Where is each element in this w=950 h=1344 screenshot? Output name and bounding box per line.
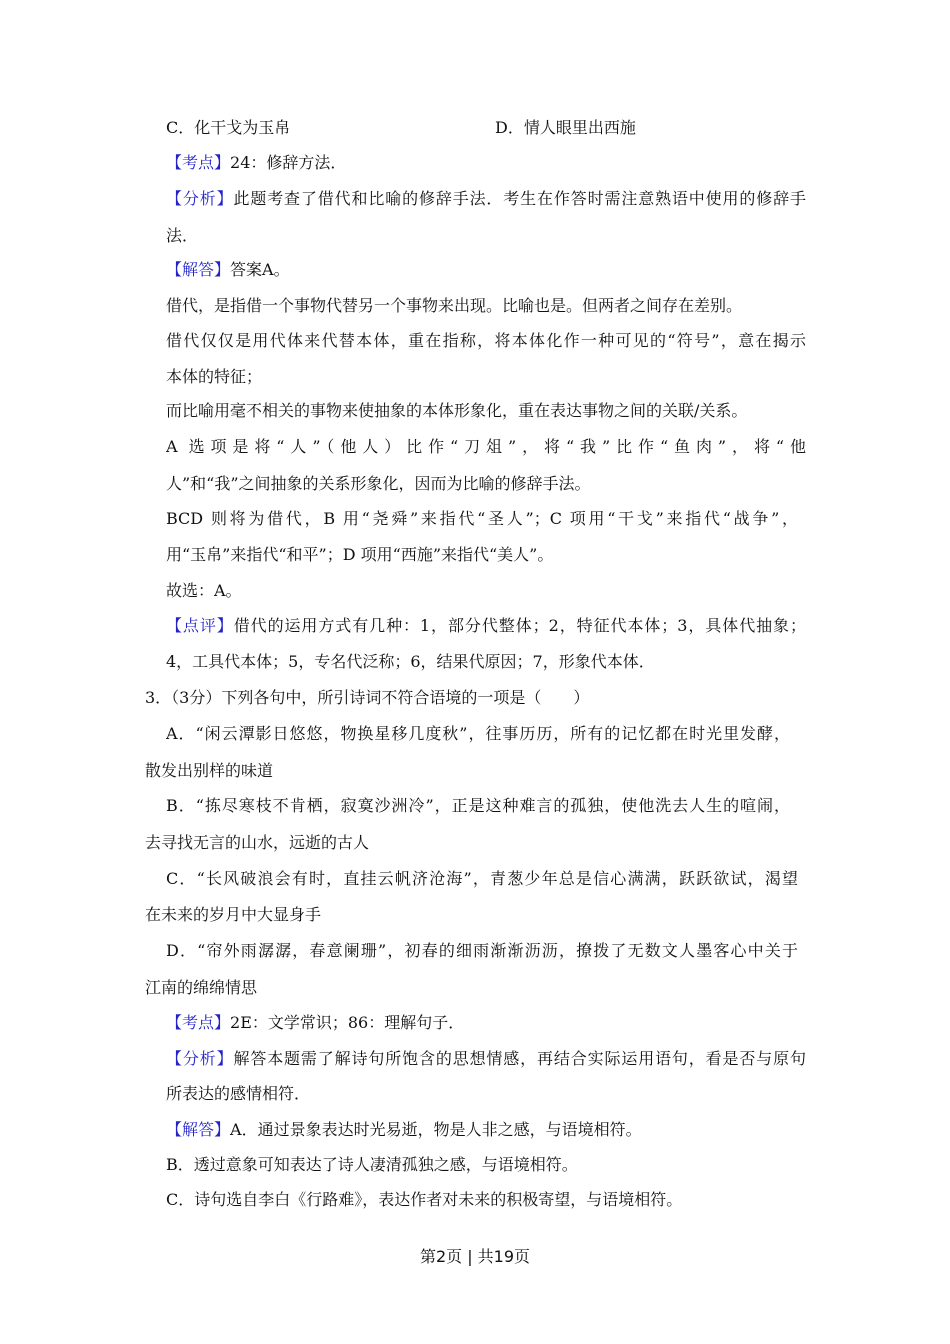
fenxi-line [166, 189, 806, 209]
q3-option-c: C．“长风破浪会有时，直挂云帆济沧海”，青葱少年总是信心满满，跃跃欲试，渴望 [166, 869, 798, 888]
q3-option-d: D．“帘外雨潺潺，春意阑珊”，初春的细雨渐渐沥沥，撩拨了无数文人墨客心中关于 [166, 941, 798, 960]
kaodian-line [166, 153, 346, 173]
option-c: C．化干戈为玉帛 [166, 118, 291, 137]
jieda-tag: 【解答】 [166, 1120, 231, 1139]
dianping-tag: 【点评】 [166, 616, 234, 635]
dianping-text: 借代的运用方式有几种：1，部分代整体；2，特征代本体；3，具体代抽象； [233, 616, 806, 635]
q3-option-d-cont: 江南的绵绵情思 [145, 978, 258, 997]
paragraph-line: 借代仅仅是用代体来代替本体，重在指称，将本体化作一种可见的“符号”，意在揭示 [166, 331, 806, 350]
page-footer: 第2页 | 共19页 [419, 1247, 531, 1266]
fenxi-text: 解答本题需了解诗句所饱含的思想情感，再结合实际运用语句，看是否与原句 [233, 1049, 806, 1068]
dianping-line [166, 616, 806, 636]
paragraph-line: BCD 则将为借代，B 用“尧舜”来指代“圣人”；C 项用“干戈”来指代“战争”， [166, 509, 798, 528]
fenxi-line [166, 1049, 806, 1069]
paragraph-line: 故选：A。 [166, 581, 242, 600]
kaodian-tag: 【考点】 [166, 1013, 231, 1032]
fenxi-text: 此题考查了借代和比喻的修辞手法．考生在作答时需注意熟语中使用的修辞手 [233, 189, 806, 208]
jieda-c: C．诗句选自李白《行路难》，表达作者对未来的积极寄望，与语境相符。 [166, 1190, 683, 1209]
jieda-tag: 【解答】 [166, 260, 231, 279]
paragraph-line: 人”和“我”之间抽象的关系形象化，因而为比喻的修辞手法。 [166, 474, 591, 493]
fenxi-cont: 法． [166, 226, 199, 245]
kaodian-tag: 【考点】 [166, 153, 231, 172]
jieda-line [166, 1120, 642, 1140]
paragraph-line: 而比喻用毫不相关的事物来使抽象的本体形象化，重在表达事物之间的关联/关系。 [166, 401, 748, 420]
jieda-line [166, 260, 290, 280]
fenxi-tag: 【分析】 [166, 189, 234, 208]
q3-option-b: B．“拣尽寒枝不肯栖，寂寞沙洲冷”，正是这种难言的孤独，使他洗去人生的喧闹， [166, 796, 790, 815]
kaodian-text: 2E：文学常识；86：理解句子． [230, 1013, 465, 1032]
q3-option-c-cont: 在未来的岁月中大显身手 [145, 905, 322, 924]
dianping-cont: 4，工具代本体；5，专名代泛称；6，结果代原因；7，形象代本体． [166, 652, 655, 671]
question-stem: 3．（3分）下列各句中，所引诗词不符合语境的一项是（ ） [145, 688, 590, 707]
paragraph-line: 用“玉帛”来指代“和平”；D 项用“西施”来指代“美人”。 [166, 545, 554, 564]
jieda-text: A．通过景象表达时光易逝，物是人非之感，与语境相符。 [230, 1120, 642, 1139]
q3-option-a-cont: 散发出别样的味道 [145, 761, 274, 780]
kaodian-line [166, 1013, 464, 1033]
q3-option-b-cont: 去寻找无言的山水，远逝的古人 [145, 833, 370, 852]
paragraph-line: A 选项是将“人”（他人）比作“刀俎”，将“我”比作“鱼肉”，将“他 [166, 437, 806, 456]
fenxi-cont: 所表达的感情相符． [166, 1084, 311, 1103]
fenxi-tag: 【分析】 [166, 1049, 234, 1068]
jieda-text: 答案A。 [230, 260, 290, 279]
option-d: D．情人眼里出西施 [495, 118, 636, 137]
paragraph-line: 本体的特征； [166, 367, 263, 386]
paragraph-line: 借代，是指借一个事物代替另一个事物来出现。比喻也是。但两者之间存在差别。 [166, 296, 743, 315]
q3-option-a: A．“闲云潭影日悠悠，物换星移几度秋”，往事历历，所有的记忆都在时光里发酵， [166, 724, 790, 743]
jieda-b: B．透过意象可知表达了诗人凄清孤独之感，与语境相符。 [166, 1155, 578, 1174]
kaodian-text: 24：修辞方法． [230, 153, 347, 172]
